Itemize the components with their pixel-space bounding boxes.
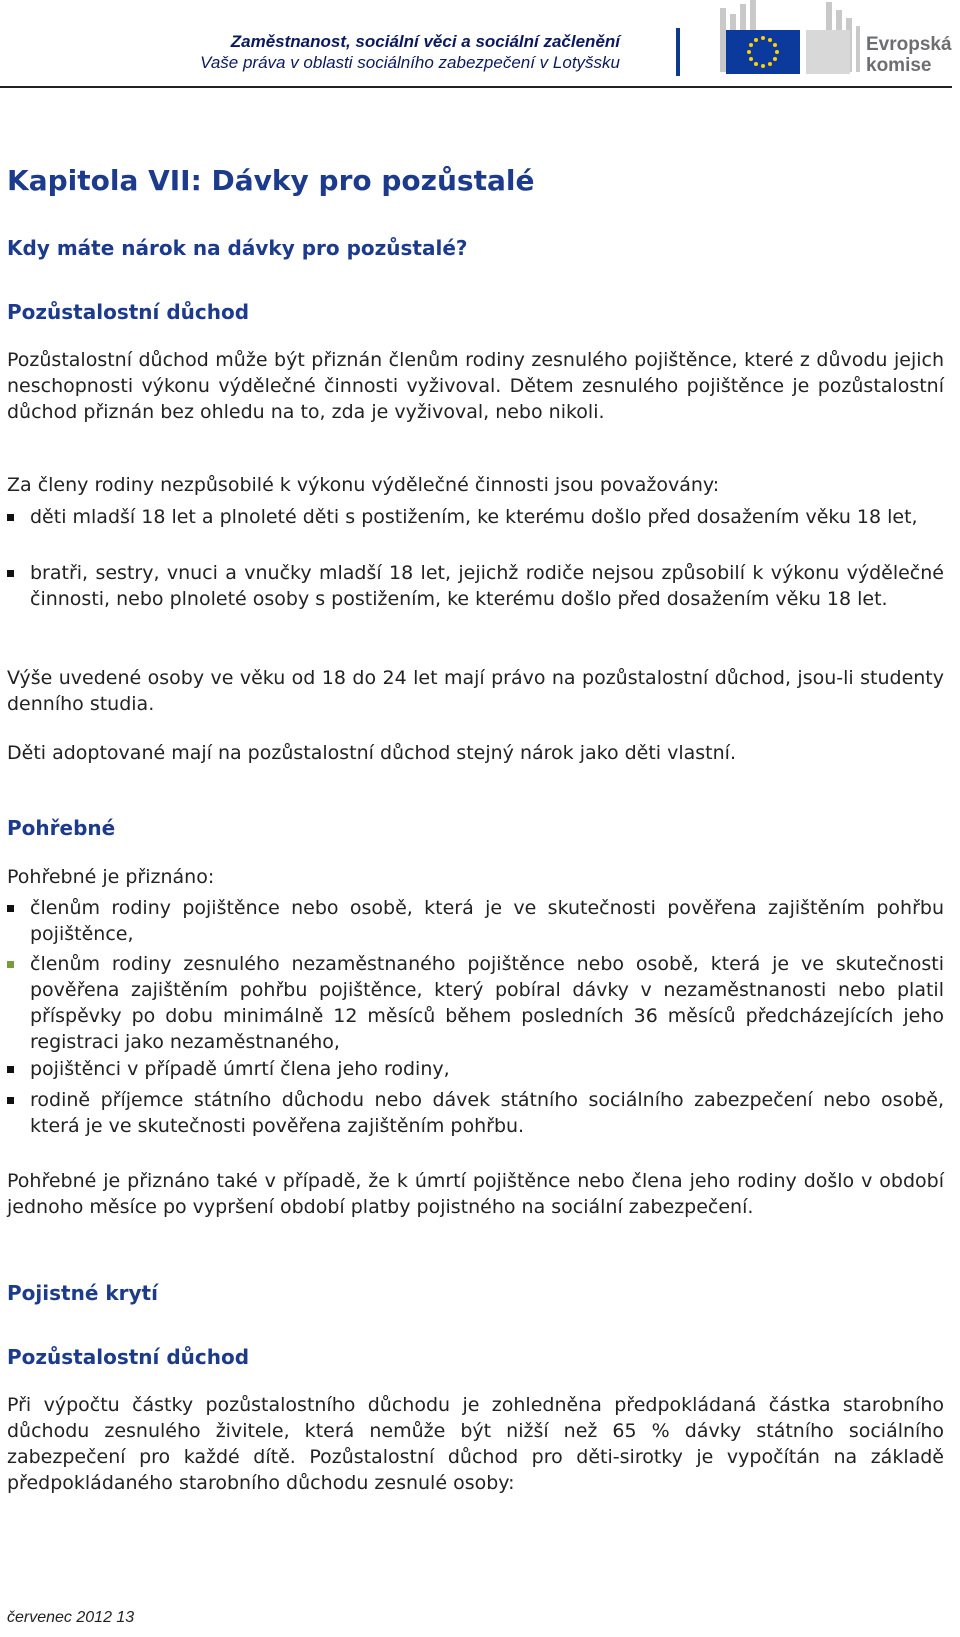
logo-text [866,34,952,76]
subsection-title-survivor-pension: Pozůstalostní důchod [7,300,250,324]
bullet-marker [7,1097,14,1104]
paragraph-funeral-grant-intro: Pohřebné je přiznáno: [7,866,215,888]
logo-line-2: komise [866,55,932,76]
list-item: rodině příjemce státního důchodu nebo dávek státního sociálního zabezpečení nebo osobě, která je ve skutečnosti pověřena zajištěním pohřbu. [30,1089,944,1137]
bullet-marker [7,961,14,968]
subsection-title-funeral-grant: Pohřebné [7,816,116,840]
bullet-marker [7,1066,14,1073]
list-item: pojištěnci v případě úmrtí člena jeho rodiny, [30,1058,450,1080]
list-item: děti mladší 18 let a plnoleté děti s postižením, ke kterému došlo před dosažením věku 18 let, [30,506,918,528]
list-item: členům rodiny zesnulého nezaměstnaného pojištěnce nebo osobě, která je ve skutečnosti pověřena zajištěním pohřbu pojištěnce, který pobíral dávky v nezaměstnanosti nebo platil příspěvky po dobu minimálně 12 měsíců během posledních 36 měsíců předcházejících jeho registraci jako nezaměstnaného, [30,953,944,1053]
paragraph-funeral-grant-extension: Pohřebné je přiznáno také v případě, že k úmrtí pojištěnce nebo člena jeho rodiny došlo v období jednoho měsíce po vypršení období platby pojistného na sociální zabezpečení. [7,1170,944,1218]
section-title-coverage: Pojistné krytí [7,1281,158,1305]
header-divider [676,28,680,76]
page-header [0,0,960,88]
subsection-title-survivor-pension-calculation: Pozůstalostní důchod [7,1345,250,1369]
bullet-marker [7,905,14,912]
list-item: bratři, sestry, vnuci a vnučky mladší 18 let, jejichž rodiče nejsou způsobilí k výkonu výdělečné činnosti, nebo plnoleté osoby s postižením, ke kterému došlo před dosažením věku 18 let. [30,562,944,610]
header-rule [0,86,952,88]
paragraph-survivor-pension-intro: Pozůstalostní důchod může být přiznán členům rodiny zesnulého pojištěnce, které z důvodu jejich neschopnosti výkonu výdělečné činnosti vyživoval. Dětem zesnulého pojištěnce je pozůstalostní důchod přiznán bez ohledu na to, zda je vyživoval, nebo nikoli. [7,349,944,423]
bullet-marker [7,570,14,577]
paragraph-adopted-children: Děti adoptované mají na pozůstalostní důchod stejný nárok jako děti vlastní. [7,742,736,764]
header-subtitle: Vaše práva v oblasti sociálního zabezpečení v Lotyšsku [200,53,620,72]
page-footer: červenec 2012 13 [7,1609,135,1626]
paragraph-family-members: Za členy rodiny nezpůsobilé k výkonu výdělečné činnosti jsou považovány: [7,474,720,496]
section-title-eligibility: Kdy máte nárok na dávky pro pozůstalé? [7,236,468,260]
bullet-marker [7,514,14,521]
paragraph-pension-calculation: Při výpočtu částky pozůstalostního důchodu je zohledněna předpokládaná částka starobního důchodu zesnulého živitele, která nemůže být nižší než 65 % dávky státního sociálního zabezpečení pro každé dítě. Pozůstalostní důchod pro děti-sirotky je vypočítán na základě předpokládaného starobního důchodu zesnulé osoby: [7,1394,944,1494]
paragraph-students: Výše uvedené osoby ve věku od 18 do 24 let mají právo na pozůstalostní důchod, jsou-li studenty denního studia. [7,667,944,715]
chapter-title: Kapitola VII: Dávky pro pozůstalé [7,164,535,197]
list-item: členům rodiny pojištěnce nebo osobě, která je ve skutečnosti pověřena zajištěním pohřbu pojištěnce, [30,897,944,945]
logo-line-1: Evropská [866,34,952,55]
header-title: Zaměstnanost, sociální věci a sociální začlenění [230,32,620,51]
